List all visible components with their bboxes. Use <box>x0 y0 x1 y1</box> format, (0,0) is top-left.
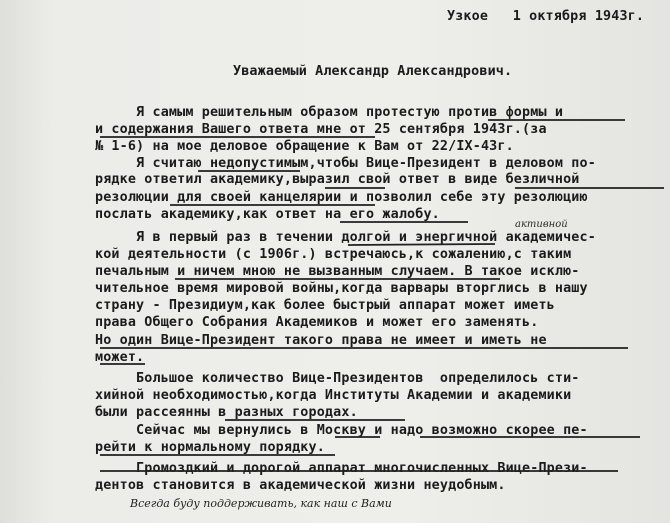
body-line-21: Громоздкий и дорогой аппарат многочисленных Вице-Прези- <box>95 461 588 476</box>
body-line-17: хийной необходимостью,когда Институты Академии и академики <box>95 388 572 403</box>
handwritten-footer: Всегда буду поддерживать, как наш с Вами <box>130 497 392 510</box>
body-line-5: рядке ответил академику,выразил свой ответ в виде безличной <box>95 172 580 187</box>
body-line-16: Большое количество Вице-Президентов определилось сти- <box>95 371 580 386</box>
body-line-6: резолюции для своей канцелярии и позволил себе эту резолюцию <box>95 190 588 205</box>
body-line-19: Сейчас мы вернулись в Москву и надо возможно скорее пе- <box>95 423 588 438</box>
body-line-18: были рассеянны в разных городах. <box>95 405 358 420</box>
body-line-10: печальным и ничем мною не вызванным случаем. В такое исклю- <box>95 264 580 279</box>
body-line-3: № 1-6) на мое деловое обращение к Вам от 22/IX-43г. <box>95 139 514 154</box>
body-line-8: Я в первый раз в течении долгой и энергичной академичес- <box>95 230 596 245</box>
body-line-9: кой деятельности (с 1906г.) встречаюсь,к сожалению,с таким <box>95 247 572 262</box>
body-line-12: страну - Президиум,как более быстрый аппарат может иметь <box>95 298 555 313</box>
body-line-2: и содержания Вашего ответа мне от 25 сентября 1943г.(за <box>95 122 547 137</box>
body-line-14: Но один Вице-Президент такого права не имеет и иметь не <box>95 333 547 348</box>
body-line-20: рейти к нормальному порядку. <box>95 440 325 455</box>
body-line-4: Я считаю недопустимым,чтобы Вице-Президент в деловом по- <box>95 156 596 171</box>
body-line-13: права Общего Собрания Академиков и может его заменять. <box>95 315 539 330</box>
place-date: Узкое 1 октября 1943г. <box>447 9 645 24</box>
body-line-7: послать академику,как ответ на его жалобу. <box>95 207 440 222</box>
body-line-22: дентов становится в академической жизни неудобным. <box>95 478 506 493</box>
body-line-11: чительное время мировой войны,когда варвары вторглись в нашу <box>95 281 588 296</box>
body-line-15: может. <box>95 350 145 365</box>
body-line-1: Я самым решительным образом протестую против формы и <box>95 105 564 120</box>
handwritten-insert: активной <box>515 219 568 230</box>
salutation: Уважаемый Александр Александрович. <box>233 64 513 79</box>
